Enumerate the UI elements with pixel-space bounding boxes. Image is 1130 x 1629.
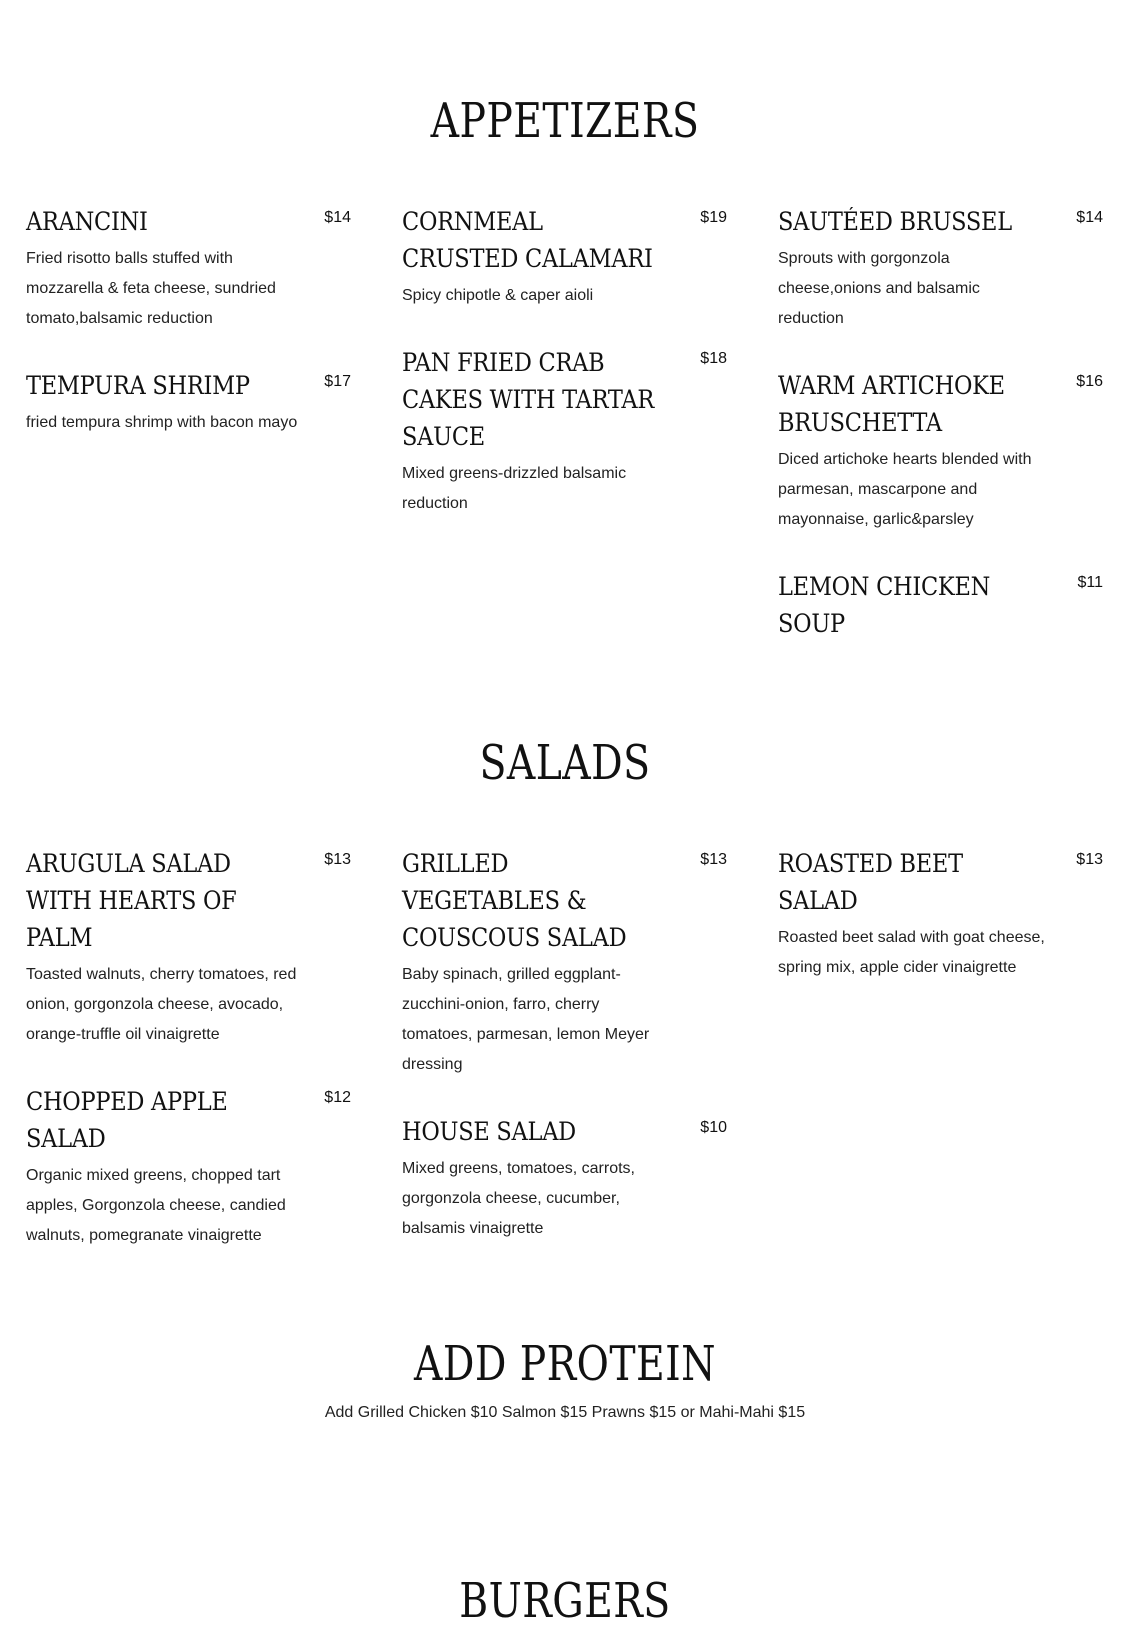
menu-item-description: Diced artichoke hearts blended with parmesan, mascarpone and mayonnaise, garlic&parsley: [778, 451, 1032, 528]
menu-item-name: [26, 367, 275, 404]
menu-item-header: [402, 203, 727, 277]
menu-item-price: $13: [324, 851, 351, 868]
menu-item-price: $19: [700, 209, 727, 226]
menu-item: [26, 1083, 351, 1251]
menu-item-name-text: WARM ARTICHOKE BRUSCHETTA: [778, 371, 1005, 437]
menu-item-name-text: ARANCINI: [26, 207, 148, 236]
menu-item: [778, 845, 1103, 983]
menu-item-header: [778, 845, 1103, 919]
menu-item-price: $17: [324, 373, 351, 390]
menu-item-name-text: LEMON CHICKEN SOUP: [778, 572, 991, 638]
menu-item-header: [26, 203, 351, 240]
menu-item-price: $16: [1076, 373, 1103, 390]
menu-item-description: fried tempura shrimp with bacon mayo: [26, 414, 298, 431]
menu-item: [402, 344, 727, 519]
menu-item-price: $14: [1076, 209, 1103, 226]
menu-item-description: Mixed greens-drizzled balsamic reduction: [402, 465, 627, 512]
menu-item: [26, 367, 351, 438]
menu-item-header: [402, 845, 727, 956]
menu-item-description: Organic mixed greens, chopped tart apples, Gorgonzola cheese, candied walnuts, pomegranate vinaigrette: [26, 1167, 286, 1244]
menu-column: [26, 203, 351, 471]
menu-column: [26, 845, 351, 1284]
menu-item-price: $14: [324, 209, 351, 226]
menu-item-description: Mixed greens, tomatoes, carrots, gorgonzola cheese, cucumber, balsamis vinaigrette: [402, 1160, 635, 1237]
menu-item-description: Baby spinach, grilled eggplant-zucchini-onion, farro, cherry tomatoes, parmesan, lemon Meyer dressing: [402, 966, 650, 1073]
menu-item-header: [402, 344, 727, 455]
menu-item-name-text: PAN FRIED CRAB CAKES WITH TARTAR SAUCE: [402, 348, 655, 451]
menu-item-header: [778, 367, 1103, 441]
menu-item: [778, 568, 1103, 642]
menu-item-name: [26, 203, 161, 240]
menu-item-description: Roasted beet salad with goat cheese, spring mix, apple cider vinaigrette: [778, 929, 1045, 976]
menu-item-price: $11: [1077, 574, 1103, 591]
menu-item-name-text: SAUTÉED BRUSSEL: [778, 207, 1012, 236]
menu-item-description: Spicy chipotle & caper aioli: [402, 287, 594, 304]
menu-item-header: [26, 1083, 351, 1157]
menu-item-header: [402, 1113, 727, 1150]
menu-item-header: [778, 203, 1103, 240]
menu-item-header: [778, 568, 1103, 642]
menu-column: [402, 203, 727, 552]
menu-item-header: [26, 845, 351, 956]
appetizers-menu: [26, 203, 1104, 675]
add-protein-title: ADD PROTEIN: [414, 1336, 716, 1392]
menu-item-name: [778, 367, 1058, 441]
menu-item-name: [778, 203, 1038, 240]
menu-column: [778, 203, 1103, 675]
menu-item-name-text: TEMPURA SHRIMP: [26, 371, 250, 400]
menu-item-name: [778, 845, 1058, 919]
menu-item-price: $12: [324, 1089, 351, 1106]
menu-item-name-text: CHOPPED APPLE SALAD: [26, 1087, 228, 1153]
menu-item-name: [402, 845, 682, 956]
menu-item: [778, 203, 1103, 334]
menu-item-name: [402, 1113, 595, 1150]
menu-item: [402, 845, 727, 1080]
menu-item-name-text: CORNMEAL CRUSTED CALAMARI: [402, 207, 653, 273]
menu-item-description: Fried risotto balls stuffed with mozzarella & feta cheese, sundried tomato,balsamic reduction: [26, 250, 276, 327]
menu-item-name: [402, 203, 682, 277]
menu-item-price: $13: [700, 851, 727, 868]
salads-title: SALADS: [479, 735, 651, 791]
menu-item: [26, 203, 351, 334]
menu-item-price: $18: [700, 350, 727, 367]
menu-item-name-text: HOUSE SALAD: [402, 1117, 576, 1146]
salads-menu: [26, 845, 1104, 1284]
menu-item-name-text: ROASTED BEET SALAD: [778, 849, 963, 915]
menu-column: [402, 845, 727, 1277]
menu-item: [402, 1113, 727, 1244]
menu-item-name: [778, 568, 1058, 642]
burgers-title: BURGERS: [459, 1573, 671, 1629]
appetizers-title: APPETIZERS: [430, 93, 700, 149]
menu-item-description: Toasted walnuts, cherry tomatoes, red onion, gorgonzola cheese, avocado, orange-truffle oil vinaigrette: [26, 966, 297, 1043]
menu-item-name-text: ARUGULA SALAD WITH HEARTS OF PALM: [26, 849, 237, 952]
menu-item-name: [26, 845, 306, 956]
menu-item-name: [26, 1083, 306, 1157]
menu-item-price: $13: [1076, 851, 1103, 868]
menu-item: [402, 203, 727, 311]
menu-column: [778, 845, 1103, 1016]
menu-item-name-text: GRILLED VEGETABLES & COUSCOUS SALAD: [402, 849, 627, 952]
add-protein-text: Add Grilled Chicken $10 Salmon $15 Prawns $15 or Mahi-Mahi $15: [324, 1404, 806, 1421]
menu-item-price: $10: [700, 1119, 727, 1136]
menu-item: [26, 845, 351, 1050]
menu-item-header: [26, 367, 351, 404]
menu-item: [778, 367, 1103, 535]
menu-item-description: Sprouts with gorgonzola cheese,onions and balsamic reduction: [778, 250, 980, 327]
menu-item-name: [402, 344, 682, 455]
